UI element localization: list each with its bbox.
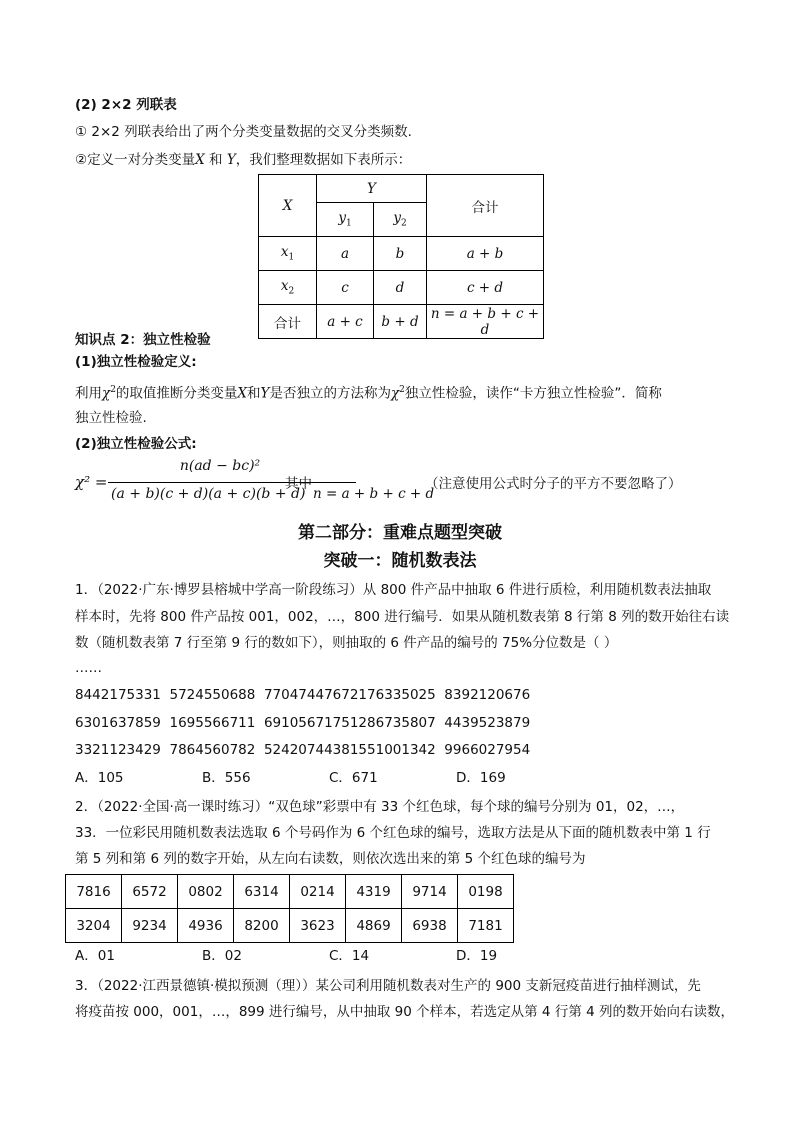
random-number-row: 8442175331 5724550688 77047447672176335025 8392120676: [75, 687, 531, 703]
option-a: A．105: [75, 770, 124, 786]
table-cell: 7181: [458, 909, 514, 943]
header-y1: $y_1$: [317, 203, 374, 237]
table-cell: 6572: [122, 875, 178, 909]
table-cell: 4936: [178, 909, 234, 943]
table-cell: 3623: [290, 909, 346, 943]
option-d: D．19: [456, 948, 498, 964]
formula-note: （注意使用公式时分子的平方不要忽略了）: [425, 476, 682, 492]
table-cell: 6314: [234, 875, 290, 909]
table-cell: 7816: [66, 875, 122, 909]
total-row-label: 合计: [259, 305, 317, 339]
table-cell: 4319: [346, 875, 402, 909]
knowledge-point-title: 知识点 2：独立性检验: [75, 332, 211, 348]
q1-options: [75, 768, 583, 788]
header-x: X: [259, 175, 317, 237]
q2-text: 2．（2022·全国·高一课时练习）“双色球”彩票中有 33 个红色球，每个球的编号分别为 01，02，…，: [75, 799, 685, 815]
cell: a + c: [317, 305, 374, 339]
q1-text: 数（随机数表第 7 行至第 9 行的数如下），则抽取的 6 件产品的编号的 75%分位数是（ ）: [75, 635, 618, 651]
cell: b + d: [374, 305, 427, 339]
formula-denominator: (a + b)(c + d)(a + c)(b + d): [111, 486, 306, 502]
q2-text: 33．一位彩民用随机数表法选取 6 个号码作为 6 个红色球的编号，选取方法是从下面的随机数表中第 1 行: [75, 825, 711, 841]
formula-numerator: n(ad − bc)²: [179, 458, 261, 474]
cell: a + b: [427, 237, 544, 271]
cell: c + d: [427, 271, 544, 305]
table-cell: 9714: [402, 875, 458, 909]
definition-text: 利用$\chi^2$的取值推断分类变量X和Y是否独立的方法称为$\chi^2$独立性检验，读作“卡方独立性检验”．简称: [75, 385, 662, 402]
random-number-table: [65, 874, 514, 943]
row-x2-label: $x_2$: [259, 271, 317, 305]
option-d: D．169: [456, 770, 506, 786]
table-cell: 0198: [458, 875, 514, 909]
option-b: B．02: [202, 948, 242, 964]
header-total: 合计: [427, 175, 544, 237]
cell: b: [374, 237, 427, 271]
table-cell: 6938: [402, 909, 458, 943]
breakthrough-heading: 突破一：随机数表法: [323, 551, 477, 571]
header-y2: $y_2$: [374, 203, 427, 237]
formula-where: 其中: [285, 476, 312, 492]
q1-text: 1．（2022·广东·博罗县榕城中学高一阶段练习）从 800 件产品中抽取 6 件进行质检，利用随机数表法抽取: [75, 582, 712, 598]
part-heading: 第二部分：重难点题型突破: [298, 523, 502, 543]
option-c: C．671: [329, 770, 378, 786]
q1-ellipsis: ……: [75, 660, 102, 676]
text-line: ① 2×2 列联表给出了两个分类变量数据的交叉分类频数.: [75, 124, 412, 140]
option-c: C．14: [329, 948, 370, 964]
random-number-row: 6301637859 1695566711 69105671751286735807 4439523879: [75, 715, 531, 731]
section-title-2x2: (2) 2×2 列联表: [75, 97, 177, 113]
formula-n: n = a + b + c + d: [313, 486, 435, 502]
table-cell: 3204: [66, 909, 122, 943]
q2-options: [75, 946, 583, 966]
cell: d: [374, 271, 427, 305]
header-y: Y: [317, 175, 427, 203]
random-number-row: 3321123429 7864560782 52420744381551001342 9966027954: [75, 742, 531, 758]
table-cell: 8200: [234, 909, 290, 943]
cell: a: [317, 237, 374, 271]
row-x1-label: $x_1$: [259, 237, 317, 271]
q3-text: 将疫苗按 000，001，…，899 进行编号，从中抽取 90 个样本，若选定从第 4 行第 4 列的数开始向右读数，: [75, 1004, 734, 1020]
q1-text: 样本时，先将 800 件产品按 001，002，…，800 进行编号．如果从随机数表第 8 行第 8 列的数开始往右读: [75, 609, 730, 625]
option-a: A．01: [75, 948, 115, 964]
definition-title: (1)独立性检验定义:: [75, 354, 197, 370]
table-cell: 9234: [122, 909, 178, 943]
table-cell: 4869: [346, 909, 402, 943]
table-cell: 0214: [290, 875, 346, 909]
table-cell: 0802: [178, 875, 234, 909]
q2-text: 第 5 列和第 6 列的数字开始，从左向右读数，则依次选出来的第 5 个红色球的编号为: [75, 851, 586, 867]
option-b: B．556: [202, 770, 251, 786]
q3-text: 3．（2022·江西景德镇·模拟预测（理））某公司利用随机数表对生产的 900 支新冠疫苗进行抽样测试，先: [75, 978, 701, 994]
formula-title: (2)独立性检验公式:: [75, 436, 197, 452]
contingency-table: [258, 174, 544, 339]
cell: c: [317, 271, 374, 305]
fraction-bar: [108, 482, 356, 483]
cell: n = a + b + c + d: [427, 305, 544, 339]
text-line: ②定义一对分类变量X 和 Y，我们整理数据如下表所示：: [75, 152, 412, 168]
definition-text-cont: 独立性检验.: [75, 410, 147, 426]
